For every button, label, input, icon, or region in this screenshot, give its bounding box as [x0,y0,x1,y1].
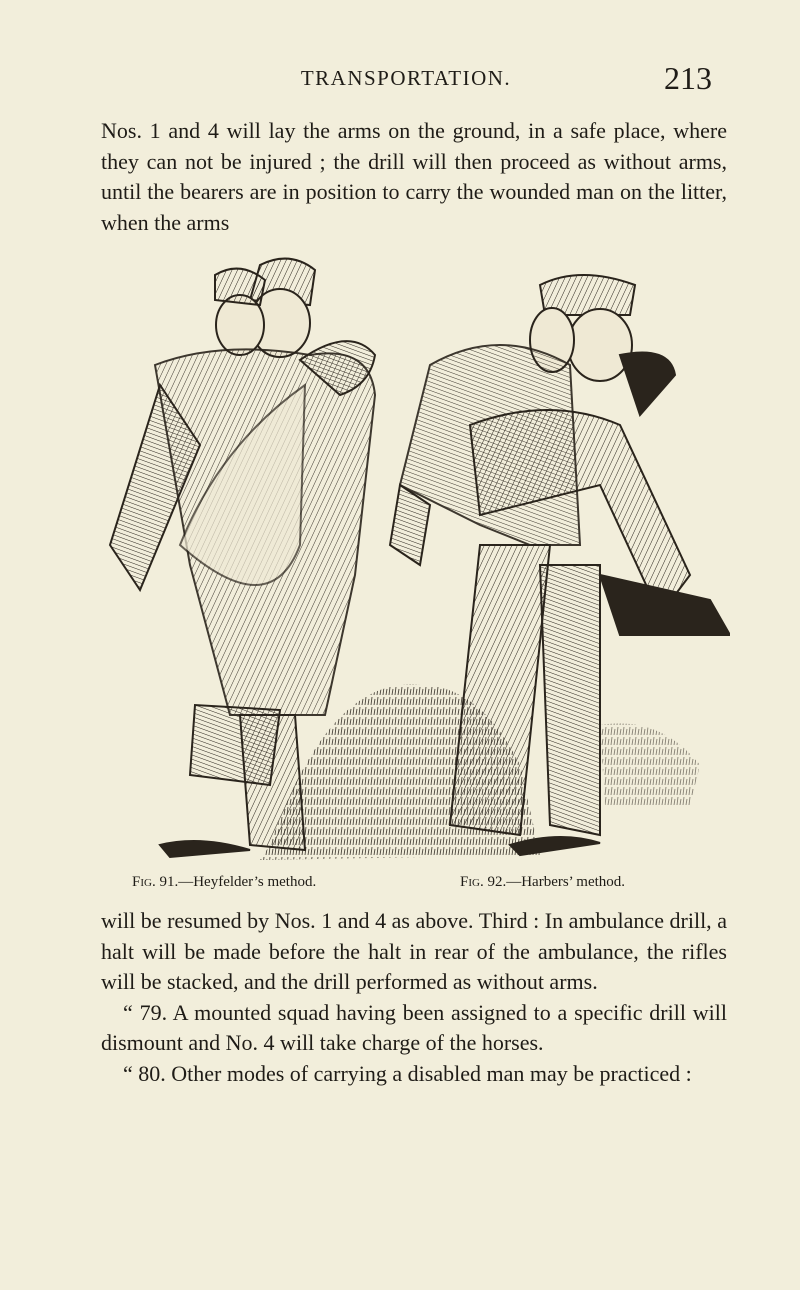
figure-91-label: Fig. 91. [132,874,179,890]
engraving-illustration [100,245,730,870]
page-header [100,60,712,100]
figure-91-caption [132,874,316,891]
grass-right [600,723,700,805]
page-number: 213 [664,60,712,96]
paragraph-third: will be resumed by Nos. 1 and 4 as above. Third : In ambulance drill, a halt will be made before the halt in rear of the ambulance, the rifles will be stacked, and the drill performed as without arms. [101,908,727,994]
figure-91-caption-text: —Heyfelder’s method. [178,874,317,890]
paragraph-80: “ 80. Other modes of carrying a disabled man may be practiced : [123,1060,692,1086]
figure-92-label: Fig. 92. [460,874,507,890]
figure-92-caption [460,874,625,891]
paragraph-79: “ 79. A mounted squad having been assigned to a specific drill will dismount and No. 4 will take charge of the horses. [101,999,727,1055]
paragraph-top: Nos. 1 and 4 will lay the arms on the ground, in a safe place, where they can not be injured ; the drill will then proceed as without arms, until the bearers are in position to carry the wounded man on the litter, when the arms [101,118,727,235]
figure-92-caption-text: —Harbers’ method. [506,874,626,890]
paragraph-bottom [101,906,727,1089]
running-title: TRANSPORTATION. [300,66,512,90]
